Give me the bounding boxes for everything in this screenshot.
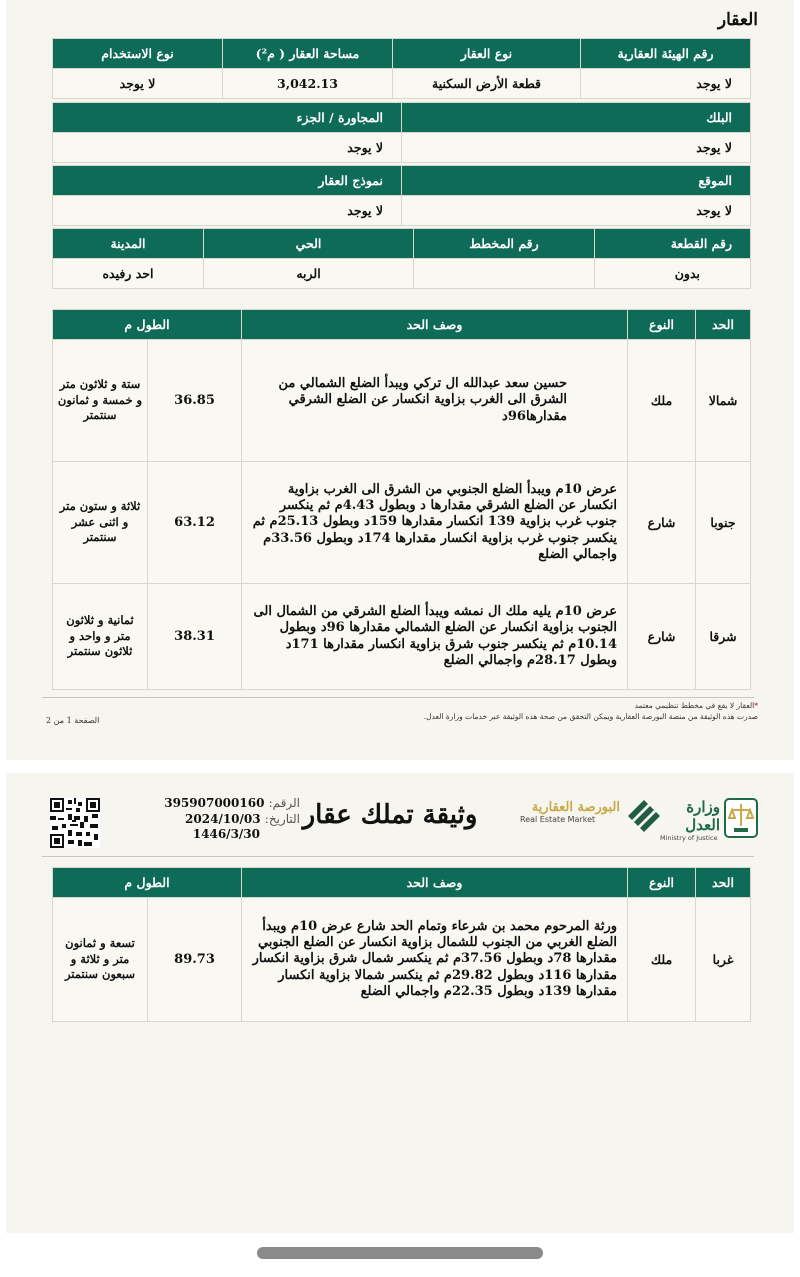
header-border-desc: وصف الحد <box>242 868 628 898</box>
header-location: الموقع <box>402 166 751 196</box>
value-location: لا يوجد <box>402 196 751 226</box>
border-description: عرض 10م ويبدأ الضلع الجنوبي من الشرق الى الغرب بزاوية انكسار عن الضلع الشرقي مقدارها د وبطول 4.43م ثم ينكسر جنوب غرب بزاوية 139 انكسار مقدارها 159د وبطول 25.13م ثم ينكسر جنوب غرب بزاوية انكسار مقدارها 174د وبطول 33.56م واجمالي الضلع <box>242 462 628 584</box>
number-label: الرقم: <box>268 796 300 810</box>
header-border-desc: وصف الحد <box>242 310 628 340</box>
header-border-length: الطول م <box>53 310 242 340</box>
footnote-verification: صدرت هذه الوثيقة من منصة البورصة العقارية ويمكن التحقق من صحة هذه الوثيقة عبر خدمات وزارة العدل. <box>423 712 758 722</box>
qr-code-icon <box>50 798 100 848</box>
horizontal-scrollbar[interactable] <box>257 1247 543 1259</box>
value-plot-number: بدون <box>595 259 751 289</box>
border-length-words: ثلاثة و ستون متر و اثنى عشر سنتمتر <box>53 462 148 584</box>
border-type: ملك <box>628 898 696 1022</box>
borders-table-continued <box>52 867 751 1022</box>
border-length: 89.73 <box>148 898 242 1022</box>
value-city: احد رفيده <box>53 259 204 289</box>
header-model: نموذج العقار <box>53 166 402 196</box>
header-registry-number: رقم الهيئة العقارية <box>581 39 751 69</box>
header-area: مساحة العقار ( م²) <box>223 39 393 69</box>
border-description: عرض 10م يليه ملك ال نمشه ويبدأ الضلع الشرقي من الشمال الى الجنوب بزاوية انكسار عن الضلع الشمالي مقدارها 96د وبطول 10.14م ثم ينكسر جنوب شرق بزاوية انكسار مقدارها 171د وبطول 28.17م واجمالي الضلع <box>242 584 628 690</box>
header-property-type: نوع العقار <box>393 39 581 69</box>
rem-english-name: Real Estate Market <box>520 815 596 824</box>
header-block: البلك <box>402 103 751 133</box>
plot-table <box>52 228 751 289</box>
page-number: الصفحة 1 من 2 <box>46 716 100 725</box>
document-date-gregorian: 2024/10/03 <box>185 811 261 826</box>
header-plot-number: رقم القطعة <box>595 229 751 259</box>
location-table <box>52 165 751 226</box>
header-border-type: النوع <box>628 310 696 340</box>
section-title: العقار <box>717 10 758 30</box>
table-row <box>53 462 751 584</box>
header-border-side: الحد <box>696 310 751 340</box>
border-type: ملك <box>628 340 696 462</box>
value-registry-number: لا يوجد <box>581 69 751 99</box>
header-neighbor: المجاورة / الجزء <box>53 103 402 133</box>
value-usage-type: لا يوجد <box>53 69 223 99</box>
table-row <box>53 898 751 1022</box>
ministry-of-justice-logo <box>660 798 720 842</box>
border-length-words: ستة و ثلاثون متر و خمسة و ثمانون سنتمتر <box>53 340 148 462</box>
border-side: جنوبا <box>696 462 751 584</box>
border-length: 63.12 <box>148 462 242 584</box>
border-length: 38.31 <box>148 584 242 690</box>
moj-arabic-name: وزارة العدل <box>685 798 720 834</box>
document-date-hijri: 1446/3/30 <box>192 827 260 842</box>
footer-divider <box>42 697 754 698</box>
border-length-words: ثمانية و ثلاثون متر و واحد و ثلاثون سنتمتر <box>53 584 148 690</box>
border-description: حسين سعد عبدالله ال تركي ويبدأ الضلع الشمالي من الشرق الى الغرب بزاوية انكسار عن الضلع الشرقي مقدارها96د <box>242 340 628 462</box>
value-area: 3,042.13 <box>223 69 393 99</box>
footnote-not-in-plan: العقار لا يقع في مخطط تنظيمي معتمد <box>634 701 755 710</box>
header-border-length: الطول م <box>53 868 242 898</box>
header-district: الحي <box>204 229 414 259</box>
real-estate-market-logo <box>520 800 620 836</box>
moj-english-name: Ministry of Justice <box>660 834 718 842</box>
value-plan-number <box>414 259 595 289</box>
moj-emblem-icon <box>724 798 758 842</box>
rem-emblem-icon <box>624 796 664 840</box>
page-gutter <box>0 760 800 773</box>
header-plan-number: رقم المخطط <box>414 229 595 259</box>
border-type: شارع <box>628 462 696 584</box>
value-property-type: قطعة الأرض السكنية <box>393 69 581 99</box>
border-side: غربا <box>696 898 751 1022</box>
document-number: 395907000160 <box>164 796 265 810</box>
header-border-side: الحد <box>696 868 751 898</box>
value-neighbor: لا يوجد <box>53 133 402 163</box>
footnote: *العقار لا يقع في مخطط تنظيمي معتمد صدرت هذه الوثيقة من منصة البورصة العقارية ويمكن التحقق من صحة هذه الوثيقة عبر خدمات وزارة العدل. <box>423 701 758 722</box>
document-meta <box>150 796 300 843</box>
border-description: ورثة المرحوم محمد بن شرعاء وتمام الحد شارع عرض 10م ويبدأ الضلع الغربي من الجنوب للشمال بزاوية انكسار عن الضلع الجنوبي مقدارها 78د وبطول 37.56م ثم ينكسر شمال شرق بزاوية انكسار مقدارها 116د وبطول 29.82م ثم ينكسر شمالا بزاوية انكسار مقدارها 139د وبطول 22.35م واجمالي الضلع <box>242 898 628 1022</box>
rem-arabic-name: البورصة العقارية <box>531 800 620 815</box>
header-usage-type: نوع الاستخدام <box>53 39 223 69</box>
block-table <box>52 102 751 163</box>
table-row <box>53 584 751 690</box>
header-border-type: النوع <box>628 868 696 898</box>
value-block: لا يوجد <box>402 133 751 163</box>
border-length: 36.85 <box>148 340 242 462</box>
border-length-words: تسعة و ثمانون متر و ثلاثة و سبعون سنتمتر <box>53 898 148 1022</box>
date-label: التاريخ: <box>264 811 300 826</box>
borders-table <box>52 309 751 690</box>
value-district: الربه <box>204 259 414 289</box>
header-divider <box>42 856 754 857</box>
value-model: لا يوجد <box>53 196 402 226</box>
border-side: شرقا <box>696 584 751 690</box>
border-side: شمالا <box>696 340 751 462</box>
property-info-table <box>52 38 751 99</box>
document-title: وثيقة تملك عقار <box>302 800 478 830</box>
table-row <box>53 340 751 462</box>
border-type: شارع <box>628 584 696 690</box>
header-city: المدينة <box>53 229 204 259</box>
